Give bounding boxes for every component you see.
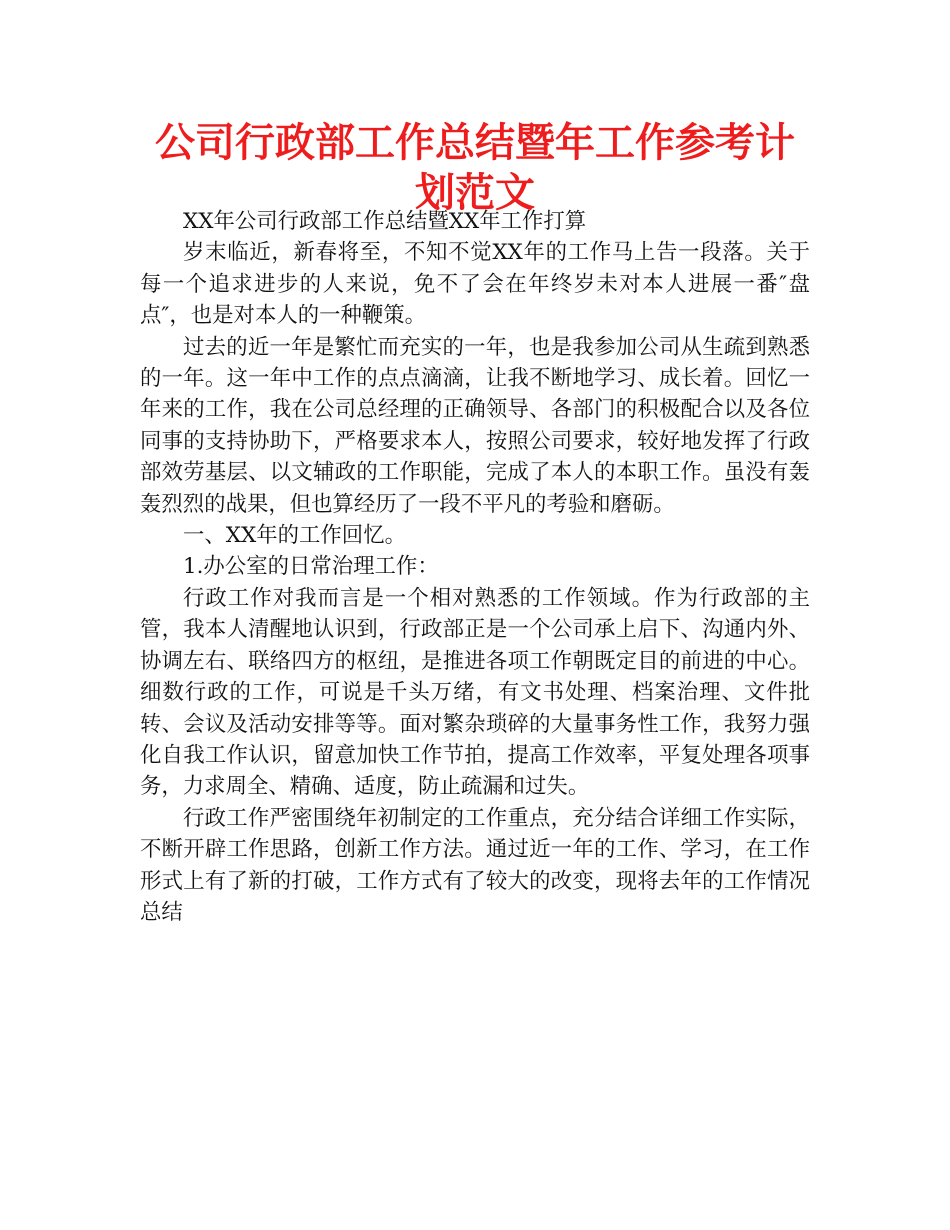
subsection-heading: 1.办公室的日常治理工作： bbox=[183, 554, 439, 580]
paragraph-subtitle: XX年公司行政部工作总结暨XX年工作打算 bbox=[183, 209, 587, 234]
paragraph: 岁末临近，新春将至，不知不觉XX年的工作马上告一段落。关于每一个追求进步的人来说，免不了会在年终岁未对本人进展一番″盘点″，也是对本人的一种鞭策。 bbox=[140, 240, 810, 329]
paragraph: 过去的近一年是繁忙而充实的一年，也是我参加公司从生疏到熟悉的一年。这一年中工作的点点滴滴，让我不断地学习、成长着。回忆一年来的工作，我在公司总经理的正确领导、各部门的积极配合以及各位同事的支持协助下，严格要求本人，按照公司要求，较好地发挥了行政部效劳基层、以文辅政的工作职能，完成了本人的本职工作。虽没有轰轰烈烈的战果，但也算经历了一段不平凡的考验和磨砺。 bbox=[140, 334, 810, 517]
document-body bbox=[140, 206, 810, 928]
paragraph: 行政工作严密围绕年初制定的工作重点，充分结合详细工作实际，不断开辟工作思路，创新工作方法。通过近一年的工作、学习，在工作形式上有了新的打破，工作方式有了较大的改变，现将去年的工作情况总结 bbox=[140, 805, 810, 925]
document-title: 公司行政部工作总结暨年工作参考计划范文 bbox=[155, 120, 795, 216]
section-heading: 一、XX年的工作回忆。 bbox=[183, 523, 406, 549]
paragraph: 行政工作对我而言是一个相对熟悉的工作领域。作为行政部的主管，我本人清醒地认识到，行政部正是一个公司承上启下、沟通内外、协调左右、联络四方的枢纽，是推进各项工作朝既定目的前进的中心。细数行政的工作，可说是千头万绪，有文书处理、档案治理、文件批转、会议及活动安排等等。面对繁杂琐碎的大量事务性工作，我努力强化自我工作认识，留意加快工作节拍，提高工作效率，平复处理各项事务，力求周全、精确、适度，防止疏漏和过失。 bbox=[140, 585, 810, 800]
